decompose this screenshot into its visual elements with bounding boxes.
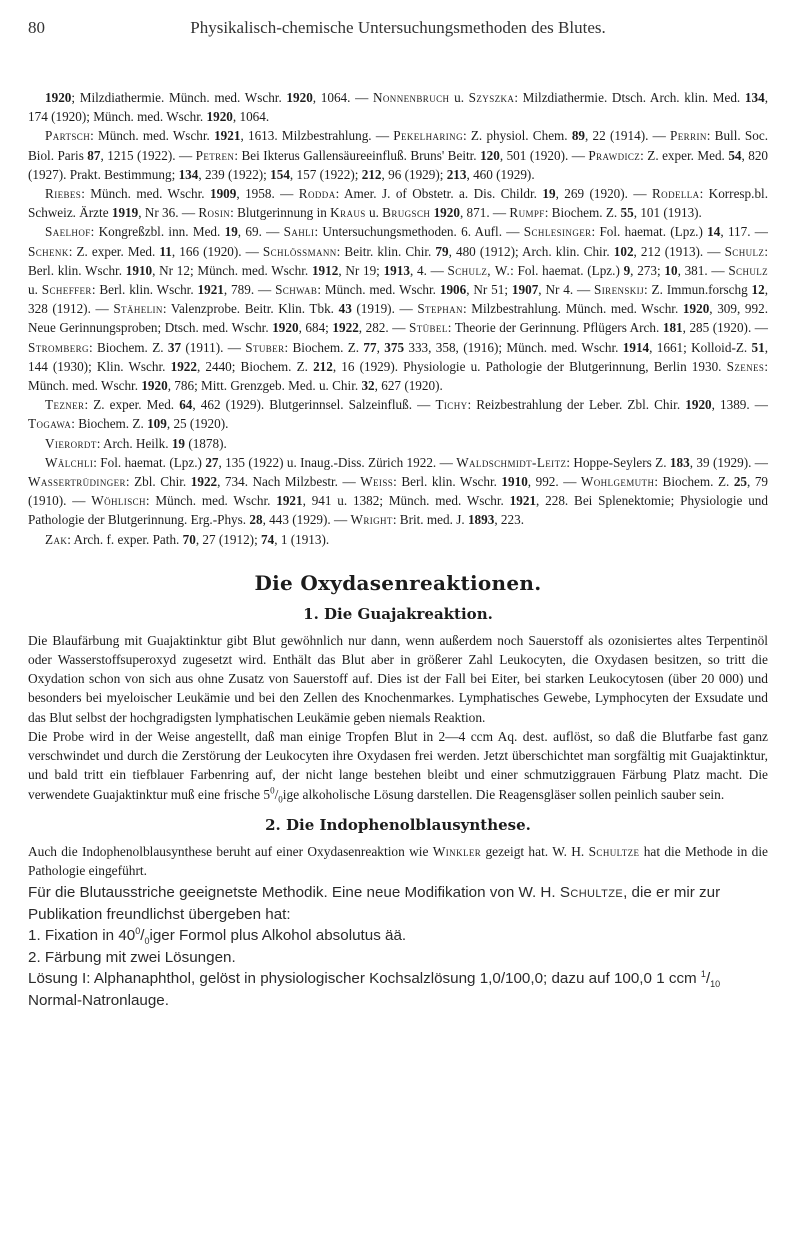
reference-volume: 74 (261, 531, 275, 547)
reference-entry (28, 88, 768, 126)
reference-text: , (376, 339, 385, 355)
reference-author: Schenk (28, 243, 69, 259)
reference-text: : Amer. J. of Obstetr. a. Dis. Childr. (335, 186, 543, 202)
reference-text: u. (449, 90, 469, 105)
reference-text: u. (365, 205, 383, 221)
reference-text: : Z. exper. Med. (68, 243, 160, 259)
method-text: , die er mir zur Publikation freundlichst übergeben hat: (28, 884, 721, 923)
method-text: Für die Blutausstriche geeignetste Methodik. Eine neue Modifikation von W. H. (28, 884, 560, 902)
reference-author: Weiss (360, 474, 394, 490)
reference-volume: 1909 (209, 186, 237, 202)
indophenol-text: hat die Methode in die Pathologie eingeführt. (28, 843, 768, 878)
reference-author: Rodella (651, 186, 700, 202)
reference-text: , 96 (1929); (381, 166, 447, 182)
reference-author: Stuber (245, 339, 285, 355)
reference-volume: 1906 (439, 282, 467, 298)
reference-text: : Fol. haemat. (Lpz.) (591, 224, 708, 240)
reference-entry (28, 395, 768, 433)
reference-text: , 285 (1920). — (682, 320, 768, 336)
reference-text: , 27 (1912); (195, 531, 262, 547)
reference-author: Schulz (728, 262, 769, 278)
reference-author: Schlössmann (262, 243, 337, 259)
reference-author: Saelhof (45, 224, 91, 240)
reference-text: : Fol. haemat. (Lpz.) (510, 262, 624, 278)
reference-volume: 1919 (111, 205, 139, 221)
reference-volume: 120 (480, 147, 500, 163)
reference-text: , 1064. — (312, 90, 373, 105)
reference-volume: 32 (361, 378, 375, 394)
reference-text: : Kongreßzbl. inn. Med. (90, 224, 225, 240)
reference-text: , 1613. Milzbestrahlung. — (240, 128, 394, 144)
reference-text: , 684; (298, 320, 333, 336)
reference-author: Stähelin (113, 301, 163, 317)
reference-text: , 79 (1910). — (28, 474, 769, 509)
reference-text: : Untersuchungsmethoden. 6. Aufl. — (314, 224, 524, 240)
method-intro (28, 882, 768, 925)
reference-text: , Nr 4. — (538, 282, 595, 298)
reference-author: Sirenskij (594, 282, 644, 298)
reference-author: Brugsch (382, 205, 431, 221)
reference-text: , 239 (1922); (198, 166, 271, 182)
reference-text: , 941 u. 1382; Münch. med. Wschr. (302, 493, 510, 509)
reference-text: , 789. — (223, 282, 276, 298)
reference-text: : Biochem. Z. (544, 205, 621, 221)
page-number: 80 (28, 18, 45, 37)
reference-author: Rosin (198, 205, 231, 221)
reference-author: Sahli (283, 224, 315, 240)
reference-text: , 1958. — (236, 186, 299, 202)
reference-author: Stromberg (28, 339, 89, 355)
reference-text: , 135 (1922) u. Inaug.-Diss. Zürich 1922. — (218, 454, 457, 470)
subsection-title-indophenol: 2. Die Indophenolblausynthese. (265, 815, 531, 834)
reference-text: : Berl. klin. Wschr. (91, 282, 198, 298)
reference-volume: 1910 (125, 262, 153, 278)
indophenol-author: Winkler (432, 843, 482, 859)
reference-volume: 19 (542, 186, 556, 202)
reference-volume: 9 (623, 262, 631, 278)
reference-volume: 12 (751, 282, 765, 298)
reference-author: Wöhlisch (91, 493, 146, 509)
reference-entry (28, 126, 768, 184)
reference-volume: 1907 (511, 282, 539, 298)
reference-text: ; Milzdiathermie. Münch. med. Wschr. (71, 90, 287, 105)
reference-text: , 443 (1929). — (262, 512, 351, 528)
reference-volume: 28 (249, 512, 263, 528)
reference-text: : Brit. med. J. (392, 512, 468, 528)
reference-text: u. (28, 282, 42, 298)
reference-text: , 871. — (459, 205, 510, 221)
reference-text: , 381. — (677, 262, 729, 278)
reference-text: , 282. — (358, 320, 409, 336)
reference-text: , 501 (1920). — (499, 147, 589, 163)
reference-volume: 1920 (286, 90, 313, 105)
reference-text: , 820 (1927). Prakt. Bestimmung; (28, 147, 769, 182)
reference-entry (28, 453, 768, 530)
reference-volume: 181 (662, 320, 683, 336)
reference-text: : Münch. med. Wschr. (145, 493, 277, 509)
reference-text: , 144 (1930); Klin. Wschr. (28, 339, 769, 374)
reference-text: : Z. exper. Med. (640, 147, 729, 163)
reference-volume: 89 (571, 128, 586, 144)
reference-text: : Korresp.bl. Schweiz. Ärzte (28, 186, 768, 221)
reference-entry (28, 434, 768, 453)
reference-volume: 37 (167, 339, 182, 355)
reference-volume: 183 (669, 454, 690, 470)
reference-volume: 19 (224, 224, 238, 240)
percent-sign-bottom: 0 (144, 936, 150, 947)
reference-volume: 1920 (682, 301, 710, 317)
reference-author: Rodda (298, 186, 336, 202)
reference-text: , 157 (1922); (289, 166, 362, 182)
reference-text: , 2440; Biochem. Z. (196, 358, 314, 374)
reference-volume: 102 (613, 243, 634, 259)
percent-sign-bottom: 0 (278, 794, 283, 805)
reference-text: : Berl. klin. Wschr. (393, 474, 502, 490)
reference-text: , 786; Mitt. Grenzgeb. Med. u. Chir. (167, 378, 362, 394)
reference-entry (28, 222, 768, 395)
reference-text: , 480 (1912); Arch. klin. Chir. (448, 243, 614, 259)
reference-text: , 39 (1929). — (689, 454, 768, 470)
reference-text: , Nr 51; (466, 282, 512, 298)
reference-text: , 460 (1929). (466, 166, 535, 182)
reference-text: : Valenzprobe. Beitr. Klin. Tbk. (162, 301, 339, 317)
fraction-denominator: 10 (710, 979, 721, 990)
reference-text: (1919). — (351, 301, 418, 317)
reference-text: , 1661; Kolloid-Z. (649, 339, 752, 355)
reference-author: Schulz, W. (447, 262, 511, 278)
method-solution-1: Lösung I: Alphanaphthol, gelöst in physiologischer Kochsalzlösung 1,0/100,0; dazu auf 100,0 1 ccm $^1/_{10}$ Normal-Natronlauge. (28, 969, 721, 1010)
reference-text: , 627 (1920). (374, 378, 443, 394)
reference-author: Stübel (408, 320, 448, 336)
reference-text: , 212 (1913). — (633, 243, 725, 259)
reference-author: Schlesinger (523, 224, 592, 240)
reference-text: : Fol. haemat. (Lpz.) (93, 454, 206, 470)
reference-volume: 79 (435, 243, 449, 259)
fraction-numerator: 1 (700, 969, 706, 980)
reference-volume: 154 (270, 166, 290, 182)
reference-text: (1878). (185, 435, 227, 451)
reference-text: , 309, 992. Neue Gerinnungsproben; Dtsch. med. Wschr. (28, 301, 768, 336)
reference-author: Wohlgemuth (580, 474, 655, 490)
page-content (28, 88, 768, 1012)
section-title: Die Oxydasenreaktionen. (254, 570, 542, 595)
reference-author: Riebes (45, 186, 82, 202)
reference-text: , 228. Bei Splenektomie; Physiologie und Pathologie der Blutgerinnung. Erg.-Phys. (28, 493, 768, 528)
reference-volume: 51 (751, 339, 765, 355)
paragraph-guajak-2: Die Probe wird in der Weise angestellt, daß man einige Tropfen Blut in 2—4 ccm Aq. dest. auflöst, so daß die Blutfarbe fast ganz verschwindet und durch die Zerstörung der Leukocyten ihre Oxydasen frei werden. Jetzt überschichtet man sorgfältig mit Guajaktinktur, und bald tritt ein tiefblauer Farbenring auf, der nicht lange bestehen bleibt und einer schmutziggrauen Färbung Platz macht. Die verwendete Guajaktinktur muß eine frische $5^0/_0ige$ alkoholische Lösung darstellen. Die Reagensgläser sollen peinlich sauber sein. (28, 728, 768, 805)
method-step-2: 2. Färbung mit zwei Lösungen. (28, 948, 236, 966)
reference-volume: 77 (363, 339, 377, 355)
reference-volume: 25 (733, 474, 748, 490)
reference-volume: 1893 (467, 512, 495, 528)
reference-text: : Arch. Heilk. (96, 435, 172, 451)
reference-volume: 134 (744, 90, 765, 105)
reference-text: : Bei Ikterus Gallensäureeinfluß. Bruns' Beitr. (234, 147, 481, 163)
reference-author: Wassertrüdinger (28, 474, 126, 490)
indophenol-text: gezeigt hat. W. H. (481, 843, 589, 859)
reference-text: : Biochem. Z. (88, 339, 168, 355)
reference-text: , 101 (1913). (633, 205, 702, 221)
reference-volume: 212 (313, 358, 333, 374)
reference-text: : Beitr. klin. Chir. (336, 243, 436, 259)
reference-text: , 117. — (720, 224, 768, 240)
reference-volume: 1921 (509, 493, 537, 509)
reference-text: , 328 (1912). — (28, 282, 769, 317)
reference-author: Stephan (417, 301, 463, 317)
reference-author: Kraus (330, 205, 366, 221)
reference-author: Tezner (45, 397, 85, 413)
indophenol-text: Auch die Indophenolblausynthese beruht auf einer Oxydasenreaktion wie (28, 843, 433, 859)
method-step-1: 1. Fixation in $40^0/_0iger$ Formol plus Alkohol absolutus ää. (28, 926, 407, 947)
reference-text: : Milzbestrahlung. Münch. med. Wschr. (462, 301, 683, 317)
reference-text: , 223. (494, 512, 524, 528)
reference-text: : Münch. med. Wschr. (28, 358, 768, 394)
reference-author: Schulz (724, 243, 765, 259)
reference-author: Vierordt (45, 435, 97, 451)
reference-volume: 1921 (197, 282, 224, 298)
reference-author: Prawdicz (588, 147, 641, 163)
reference-volume: 11 (159, 243, 172, 259)
reference-text: , 174 (1920); Münch. med. Wschr. (28, 90, 768, 125)
reference-author: Zak (45, 531, 68, 547)
reference-author: Petren (195, 147, 235, 163)
reference-volume: 19 (171, 435, 186, 451)
reference-volume: 1910 (501, 474, 528, 490)
reference-text: , 22 (1914). — (585, 128, 671, 144)
reference-author: Pekelharing (393, 128, 463, 144)
reference-volume: 1921 (214, 128, 241, 144)
reference-text: : Z. physiol. Chem. (462, 128, 572, 144)
reference-volume: 1912 (311, 262, 339, 278)
reference-volume: 55 (620, 205, 634, 221)
reference-author: Perrin (670, 128, 707, 144)
reference-author: Wälchli (45, 454, 94, 470)
reference-text: : Milzdiathermie. Dtsch. Arch. klin. Med. (514, 90, 745, 105)
reference-text: (1911). — (181, 339, 246, 355)
reference-entry (28, 530, 768, 549)
reference-text: : Münch. med. Wschr. (81, 186, 210, 202)
reference-author: Tichy (435, 397, 468, 413)
reference-volume: 134 (178, 166, 199, 182)
reference-volume: 87 (87, 147, 101, 163)
reference-text: : Biochem. Z. (71, 416, 148, 432)
running-title: Physikalisch-chemische Untersuchungsmethoden des Blutes. (190, 18, 606, 37)
percent-sign-top: 0 (270, 785, 275, 796)
reference-text: : Blutgerinnung in (230, 205, 331, 221)
reference-text: : Theorie der Gerinnung. Pflügers Arch. (447, 320, 663, 336)
reference-volume: 1922 (190, 474, 218, 490)
reference-text: , Nr 36. — (138, 205, 199, 221)
reference-text: , 273; (630, 262, 665, 278)
reference-author: Togawa (28, 416, 72, 432)
page-header (28, 18, 768, 46)
reference-author: Schwab (275, 282, 318, 298)
reference-author: Szyszka (468, 90, 515, 105)
reference-text: : Arch. f. exper. Path. (67, 531, 183, 547)
subsection-title-guajak: 1. Die Guajakreaktion. (303, 604, 493, 623)
reference-volume: 109 (147, 416, 167, 432)
reference-text: : Reizbestrahlung der Leber. Zbl. Chir. (467, 397, 686, 413)
reference-text: : Z. Immun.forschg (643, 282, 752, 298)
reference-author: Szenes (726, 358, 765, 374)
paragraph-guajak-1: Die Blaufärbung mit Guajaktinktur gibt Blut gewöhnlich nur dann, wenn außerdem noch Sauerstoff als ozonisiertes altes Terpentinöl oder Wasserstoffsuperoxyd zugesetzt wird. Enthält das Blut aber in größerer Zahl Leukocyten, die Oxydasen besitzen, so tritt die Oxydation schon von sich aus ohne Zusatz von Sauerstoff auf. Dies ist der Fall bei Eiter, bei starken Leukocytosen (über 20 000) und besonders bei myeloischer Leukämie und bei den Zellen des Knochenmarkes. Lymphatisches Gewebe, Lymphocyten der Exsudate und das Blut selbst der hochgradigsten lymphatischen Leukämie geben niemals Reaktion. (28, 632, 768, 725)
reference-text: , 1389. — (711, 397, 768, 413)
reference-text: , 4. — (409, 262, 448, 278)
reference-text: , Nr 12; Münch. med. Wschr. (152, 262, 312, 278)
reference-volume: 1920 (45, 90, 72, 105)
reference-author: Wright (350, 512, 393, 528)
reference-text: , 992. — (527, 474, 581, 490)
reference-volume: 1922 (332, 320, 359, 336)
reference-text: 333, 358, (1916); Münch. med. Wschr. (404, 339, 623, 355)
reference-volume: 1914 (622, 339, 650, 355)
reference-volume: 10 (664, 262, 678, 278)
reference-text: , 1215 (1922). — (100, 147, 196, 163)
reference-text: , 1064. (232, 109, 270, 125)
reference-text: , 1 (1913). (274, 531, 330, 547)
paragraph-indophenol (28, 842, 768, 880)
indophenol-author: Schultze (588, 843, 640, 859)
reference-author: Scheffer (41, 282, 92, 298)
reference-author: Partsch (45, 128, 91, 144)
percent-sign-top: 0 (135, 926, 141, 937)
reference-text: , 269 (1920). — (555, 186, 652, 202)
reference-volume: 1921 (276, 493, 303, 509)
reference-text: , 25 (1920). (166, 416, 229, 432)
reference-volume: 375 (384, 339, 405, 355)
reference-volume: 213 (446, 166, 467, 182)
reference-volume: 27 (205, 454, 219, 470)
reference-volume: 1920 (206, 109, 233, 125)
method-author: Schultze (559, 884, 624, 902)
reference-text: : Hoppe-Seylers Z. (566, 454, 670, 470)
reference-volume: 1920 (141, 378, 168, 394)
reference-text: , 166 (1920). — (171, 243, 263, 259)
reference-volume: 1920 (272, 320, 299, 336)
reference-text: : Bull. Soc. Biol. Paris (28, 128, 768, 163)
reference-author: Nonnenbruch (372, 90, 450, 105)
reference-author: Rumpf (509, 205, 545, 221)
reference-text: : Z. exper. Med. (84, 397, 180, 413)
reference-volume: 1922 (170, 358, 197, 374)
reference-volume: 14 (707, 224, 721, 240)
reference-text: : Zbl. Chir. (125, 474, 191, 490)
reference-volume: 1920 (685, 397, 712, 413)
reference-volume: 54 (728, 147, 742, 163)
reference-text: , 462 (1929). Blutgerinnsel. Salzeinfluß. — (192, 397, 436, 413)
reference-text: , 734. Nach Milzbestr. — (217, 474, 361, 490)
reference-text: : Biochem. Z. (654, 474, 734, 490)
bibliography (28, 88, 768, 549)
reference-text: , 69. — (237, 224, 284, 240)
reference-author: Waldschmidt-Leitz (456, 454, 567, 470)
reference-text: , 16 (1929). Physiologie u. Pathologie der Blutgerinnung, Berlin 1930. (332, 358, 727, 374)
reference-text: : Berl. klin. Wschr. (28, 243, 768, 278)
reference-text: : Biochem. Z. (284, 339, 364, 355)
reference-volume: 212 (361, 166, 382, 182)
reference-entry (28, 184, 768, 222)
reference-volume: 1920 (433, 205, 460, 221)
reference-volume: 70 (182, 531, 196, 547)
reference-text: , Nr 19; (338, 262, 384, 278)
reference-volume: 43 (338, 301, 352, 317)
reference-text: : Münch. med. Wschr. (90, 128, 215, 144)
reference-volume: 1913 (383, 262, 410, 278)
reference-volume: 64 (179, 397, 193, 413)
reference-text: : Münch. med. Wschr. (317, 282, 440, 298)
